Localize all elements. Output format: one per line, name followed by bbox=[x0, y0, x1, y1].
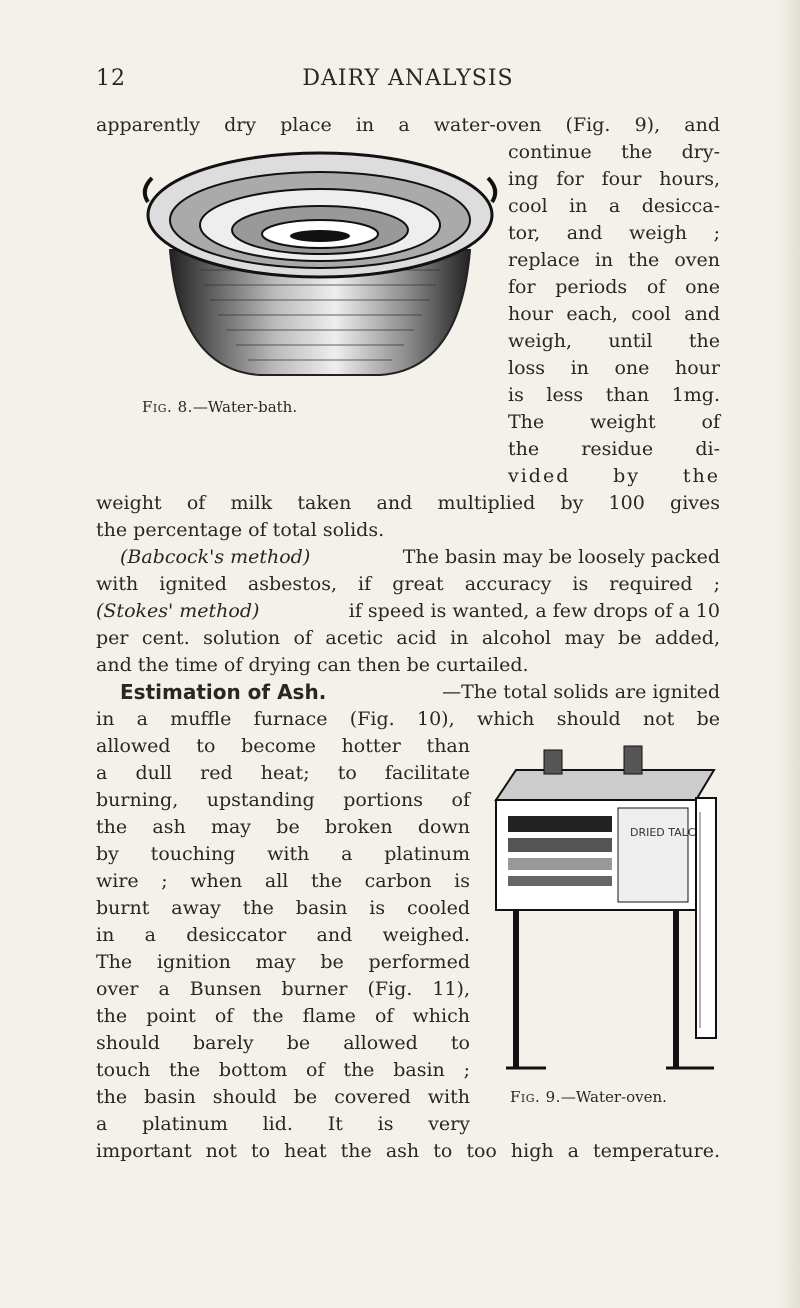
text-line: vided by the bbox=[508, 465, 720, 487]
fig8-label: Fig. 8. bbox=[142, 398, 193, 416]
stokes-rest: if speed is wanted, a few drops of a 10 bbox=[348, 600, 720, 622]
water-bath-illustration bbox=[130, 140, 510, 390]
text-line: loss in one hour bbox=[508, 357, 720, 379]
page-number: 12 bbox=[96, 66, 126, 91]
text-line: should barely be allowed to bbox=[96, 1032, 470, 1054]
text-line: in a muffle furnace (Fig. 10), which should not be bbox=[96, 708, 720, 730]
text-line: touch the bottom of the basin ; bbox=[96, 1059, 470, 1081]
fig9-label: Fig. 9. bbox=[510, 1088, 561, 1106]
text-line: the ash may be broken down bbox=[96, 816, 470, 838]
fig9-caption-text: —Water-oven. bbox=[560, 1088, 667, 1106]
text-line-stokes bbox=[96, 598, 720, 625]
babcock-method: (Babcock's method) bbox=[120, 546, 311, 568]
running-title: DAIRY ANALYSIS bbox=[302, 66, 514, 91]
text-line: important not to heat the ash to too high a temperature. bbox=[96, 1140, 720, 1162]
water-oven-illustration bbox=[486, 728, 726, 1078]
fig9-caption bbox=[510, 1088, 667, 1106]
text-line: the point of the flame of which bbox=[96, 1005, 470, 1027]
text-line: apparently dry place in a water-oven (Fig. 9), and bbox=[96, 114, 720, 136]
text-line: in a desiccator and weighed. bbox=[96, 924, 470, 946]
text-line-babcock bbox=[120, 544, 720, 571]
text-line: tor, and weigh ; bbox=[508, 222, 720, 244]
text-line: burning, upstanding portions of bbox=[96, 789, 470, 811]
babcock-rest: The basin may be loosely packed bbox=[402, 546, 720, 568]
fig8-caption bbox=[142, 398, 297, 416]
text-line: allowed to become hotter than bbox=[96, 735, 470, 757]
text-line: a platinum lid. It is very bbox=[96, 1113, 470, 1135]
text-line: The ignition may be performed bbox=[96, 951, 470, 973]
text-line: the residue di- bbox=[508, 438, 720, 460]
page-edge-shadow bbox=[778, 0, 800, 1308]
text-line: burnt away the basin is cooled bbox=[96, 897, 470, 919]
text-line: weigh, until the bbox=[508, 330, 720, 352]
text-line: the percentage of total solids. bbox=[96, 519, 385, 541]
text-line: ing for four hours, bbox=[508, 168, 720, 190]
text-line: The weight of bbox=[508, 411, 720, 433]
text-line: cool in a desicca- bbox=[508, 195, 720, 217]
ash-rest: —The total solids are ignited bbox=[442, 681, 720, 703]
text-line: per cent. solution of acetic acid in alcohol may be added, bbox=[96, 627, 720, 649]
fig8-caption-text: —Water-bath. bbox=[192, 398, 298, 416]
text-line: for periods of one bbox=[508, 276, 720, 298]
text-line: continue the dry- bbox=[508, 141, 720, 163]
text-line: replace in the oven bbox=[508, 249, 720, 271]
text-line: hour each, cool and bbox=[508, 303, 720, 325]
text-line-ash-heading bbox=[120, 679, 720, 706]
section-heading: Estimation of Ash. bbox=[120, 680, 327, 704]
text-line: is less than 1mg. bbox=[508, 384, 720, 406]
text-line: with ignited asbestos, if great accuracy is required ; bbox=[96, 573, 720, 595]
text-line: over a Bunsen burner (Fig. 11), bbox=[96, 978, 470, 1000]
stokes-method: (Stokes' method) bbox=[96, 600, 260, 622]
text-line: weight of milk taken and multiplied by 100 gives bbox=[96, 492, 720, 514]
text-line: the basin should be covered with bbox=[96, 1086, 470, 1108]
text-line: and the time of drying can then be curtailed. bbox=[96, 654, 529, 676]
text-line: by touching with a platinum bbox=[96, 843, 470, 865]
oven-plate-text: DRIED TALC bbox=[630, 826, 696, 839]
page-header bbox=[96, 66, 720, 98]
text-line: a dull red heat; to facilitate bbox=[96, 762, 470, 784]
text-line: wire ; when all the carbon is bbox=[96, 870, 470, 892]
